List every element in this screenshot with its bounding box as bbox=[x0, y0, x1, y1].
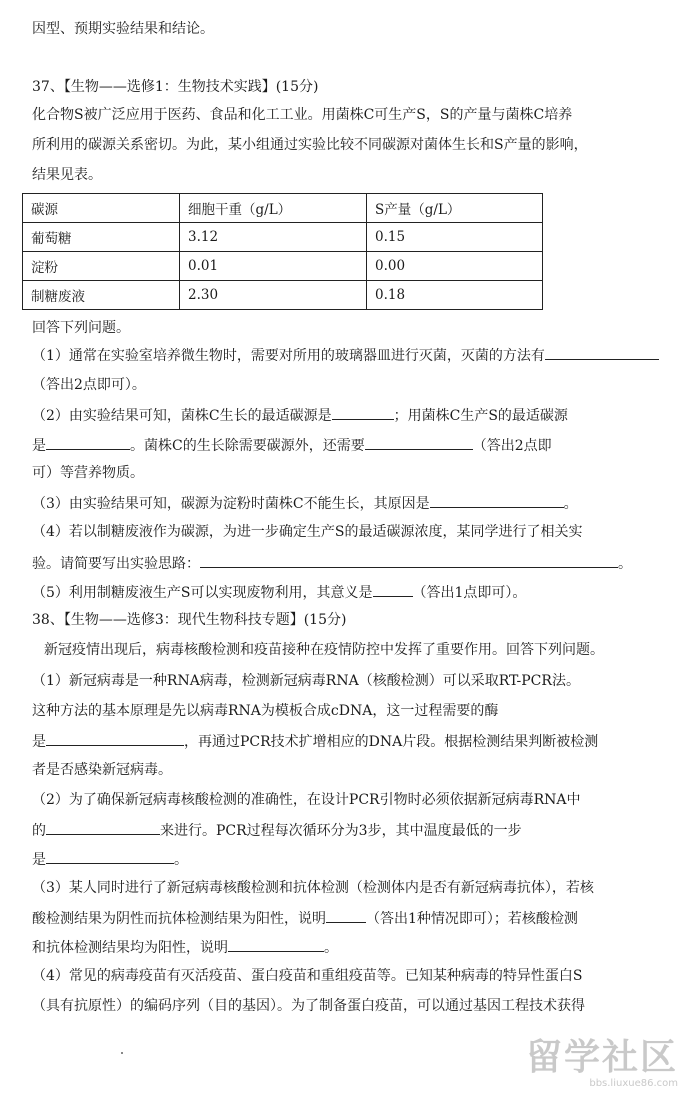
text-line: 新冠疫情出现后，病毒核酸检测和疫苗接种在疫情防控中发挥了重要作用。回答下列问题。 bbox=[44, 642, 604, 658]
text-line: 可）等营养物质。 bbox=[32, 465, 144, 481]
answer-blank[interactable] bbox=[46, 731, 184, 746]
sub-question-line bbox=[32, 849, 188, 870]
text-line: 结果见表。 bbox=[32, 167, 102, 183]
question-text: 的 bbox=[32, 823, 46, 839]
text-line: 所利用的碳源关系密切。为此，某小组通过实验比较不同碳源对菌体生长和S产量的影响， bbox=[32, 137, 588, 153]
text-line: 回答下列问题。 bbox=[32, 320, 130, 336]
question-text: （答出1点即可）。 bbox=[412, 585, 527, 601]
question-text: 和抗体检测结果均为阳性，说明 bbox=[32, 940, 228, 956]
table-cell: 0.18 bbox=[367, 281, 543, 310]
text-line: （4）若以制糖废液作为碳源，为进一步确定生产S的最适碳源浓度，某同学进行了相关实 bbox=[32, 524, 583, 540]
text-line: （答出2点即可）。 bbox=[32, 377, 146, 393]
question-text: 来进行。PCR过程每次循环分为3步，其中温度最低的一步 bbox=[160, 823, 522, 839]
text-line: （1）新冠病毒是一种RNA病毒，检测新冠病毒RNA（核酸检测）可以采取RT-PCR法。 bbox=[32, 673, 580, 689]
text-line: （2）为了确保新冠病毒核酸检测的准确性，在设计PCR引物时必须依据新冠病毒RNA中 bbox=[32, 792, 581, 808]
answer-blank[interactable] bbox=[200, 553, 618, 568]
table-cell: 0.15 bbox=[367, 223, 543, 252]
sub-question-line bbox=[32, 908, 578, 929]
table-cell: 3.12 bbox=[180, 223, 367, 252]
question-38-header: 38、【生物——选修3：现代生物科技专题】(15分) bbox=[32, 612, 347, 628]
question-text: 。 bbox=[174, 852, 188, 868]
stray-mark bbox=[121, 1052, 123, 1054]
question-text: （答出2点即 bbox=[472, 438, 552, 454]
watermark bbox=[526, 1038, 678, 1090]
answer-blank[interactable] bbox=[332, 405, 394, 420]
answer-blank[interactable] bbox=[46, 849, 174, 864]
sub-question-line bbox=[32, 345, 659, 366]
question-text: 酸检测结果为阴性而抗体检测结果为阳性，说明 bbox=[32, 911, 326, 927]
text-line: 这种方法的基本原理是先以病毒RNA为模板合成cDNA，这一过程需要的酶 bbox=[32, 703, 499, 719]
sub-question-line bbox=[32, 493, 578, 514]
sub-question-line bbox=[32, 937, 338, 958]
table-cell: 2.30 bbox=[180, 281, 367, 310]
question-text: ；用菌株C生产S的最适碳源 bbox=[393, 408, 568, 424]
sub-question-line bbox=[32, 405, 568, 426]
answer-blank[interactable] bbox=[545, 345, 659, 360]
question-text: 。 bbox=[324, 940, 338, 956]
table-row bbox=[23, 252, 543, 281]
table-row bbox=[23, 281, 543, 310]
question-text: ，再通过PCR技术扩增相应的DNA片段。根据检测结果判断被检测 bbox=[184, 734, 599, 750]
sub-question-line bbox=[32, 553, 632, 574]
question-text: 。 bbox=[563, 496, 578, 512]
table-header-cell: 细胞干重（g/L） bbox=[180, 194, 367, 223]
table-header-cell: 碳源 bbox=[23, 194, 180, 223]
answer-blank[interactable] bbox=[46, 820, 160, 835]
answer-blank[interactable] bbox=[430, 493, 564, 508]
answer-blank[interactable] bbox=[228, 937, 324, 952]
table-cell: 葡萄糖 bbox=[23, 223, 180, 252]
question-text: （3）由实验结果可知，碳源为淀粉时菌株C不能生长，其原因是 bbox=[32, 496, 430, 512]
table-cell: 0.00 bbox=[367, 252, 543, 281]
table-header-row bbox=[23, 194, 543, 223]
question-text: 。菌株C的生长除需要碳源外，还需要 bbox=[130, 438, 365, 454]
question-text: 。 bbox=[618, 556, 632, 572]
question-text: （2）由实验结果可知，菌株C生长的最适碳源是 bbox=[32, 408, 332, 424]
question-text: 验。请简要写出实验思路： bbox=[32, 556, 200, 572]
text-line: （具有抗原性）的编码序列（目的基因）。为了制备蛋白疫苗，可以通过基因工程技术获得 bbox=[32, 998, 585, 1014]
question-text: 是 bbox=[32, 852, 46, 868]
table-row bbox=[23, 223, 543, 252]
question-text: （1）通常在实验室培养微生物时，需要对所用的玻璃器皿进行灭菌，灭菌的方法有 bbox=[32, 348, 545, 364]
watermark-logo: 留学社区 bbox=[525, 1037, 678, 1078]
table-cell: 淀粉 bbox=[23, 252, 180, 281]
text-line: 化合物S被广泛应用于医药、食品和化工工业。用菌株C可生产S，S的产量与菌株C培养 bbox=[32, 107, 573, 123]
text-line: 者是否感染新冠病毒。 bbox=[32, 762, 172, 778]
text-line: （3）某人同时进行了新冠病毒核酸检测和抗体检测（检测体内是否有新冠病毒抗体），若核 bbox=[32, 880, 594, 896]
question-text: 是 bbox=[32, 734, 46, 750]
sub-question-line bbox=[32, 731, 598, 752]
watermark-url: bbs.liuxue86.com bbox=[589, 1078, 678, 1089]
answer-blank[interactable] bbox=[326, 908, 366, 923]
question-text: （答出1种情况即可）；若核酸检测 bbox=[366, 911, 578, 927]
sub-question-line bbox=[32, 435, 552, 456]
question-text: （5）利用制糖废液生产S可以实现废物利用，其意义是 bbox=[32, 585, 373, 601]
table-cell: 制糖废液 bbox=[23, 281, 180, 310]
table-header-cell: S产量（g/L） bbox=[367, 194, 543, 223]
answer-blank[interactable] bbox=[373, 582, 413, 597]
sub-question-line bbox=[32, 820, 522, 841]
question-37-header: 37、【生物——选修1：生物技术实践】(15分) bbox=[32, 79, 319, 95]
table-cell: 0.01 bbox=[180, 252, 367, 281]
text-line: 因型、预期实验结果和结论。 bbox=[32, 21, 214, 37]
text-line: （4）常见的病毒疫苗有灭活疫苗、蛋白疫苗和重组疫苗等。已知某种病毒的特异性蛋白S bbox=[32, 968, 583, 984]
question-text: 是 bbox=[32, 438, 46, 454]
sub-question-line bbox=[32, 582, 526, 603]
answer-blank[interactable] bbox=[46, 435, 130, 450]
answer-blank[interactable] bbox=[365, 435, 473, 450]
results-table bbox=[22, 193, 543, 310]
